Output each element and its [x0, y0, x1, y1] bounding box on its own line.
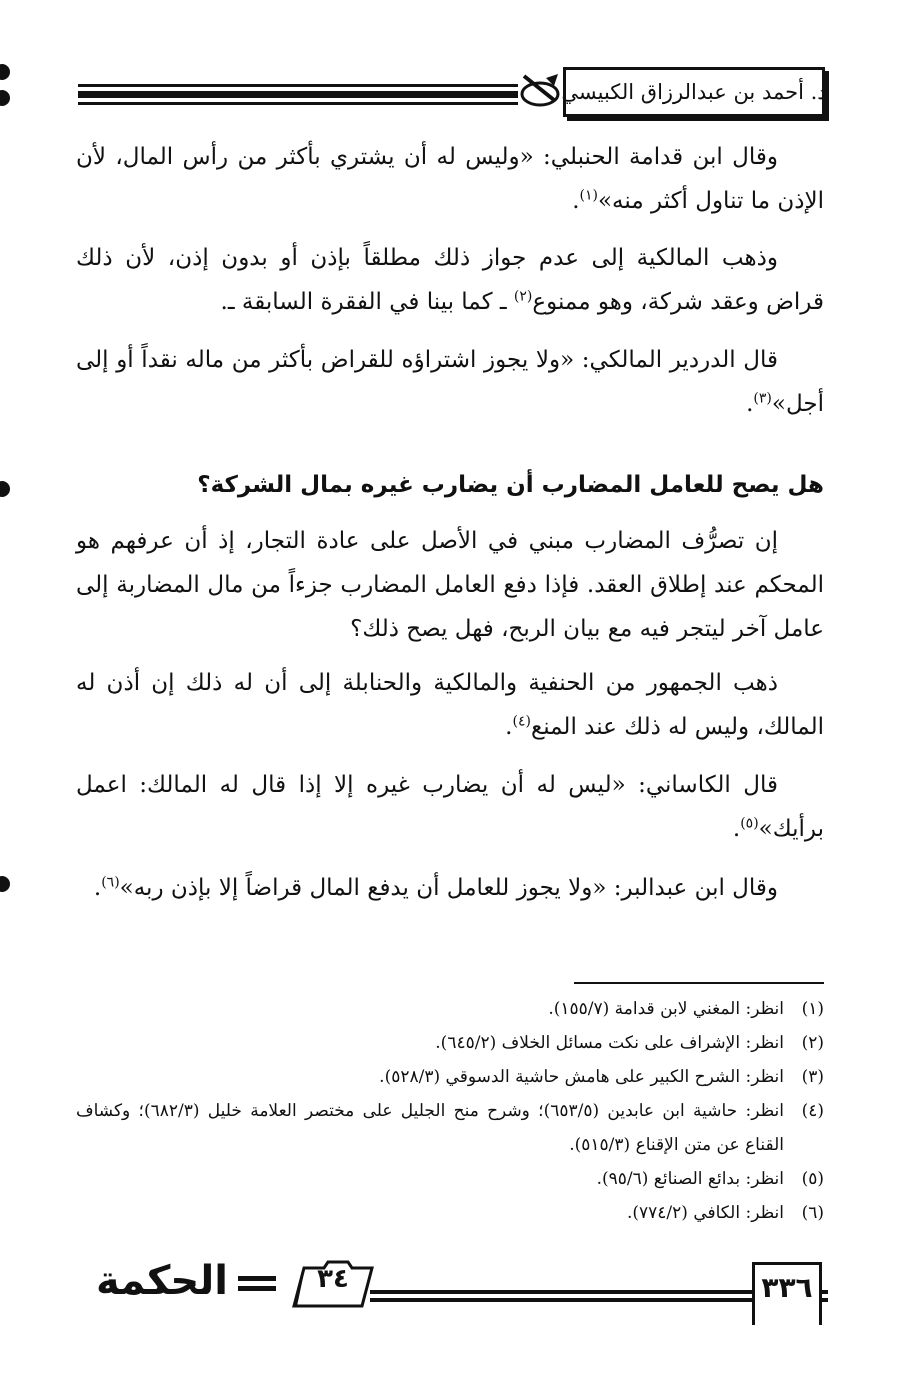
footnote: [76, 1196, 824, 1230]
paragraph-tail: .: [746, 391, 754, 417]
footnote-text: انظر: بدائع الصنائع (٩٥/٦).: [596, 1169, 784, 1189]
page-number: ٣٣٦: [761, 1271, 813, 1304]
page-number-box: [752, 1262, 822, 1325]
footnote-list: [76, 992, 824, 1230]
pen-icon: [518, 70, 562, 110]
header-author: د. أحمد بن عبدالرزاق الكبيسي: [561, 80, 827, 104]
footnote-number: (٤): [801, 1101, 824, 1121]
footnote-ref: (٦): [101, 874, 120, 891]
footnote-number: (٦): [801, 1203, 824, 1223]
footnote-ref: (٤): [512, 713, 531, 730]
paragraph-text: إن تصرُّف المضارب مبني في الأصل على عادة التجار، إذ أن عرفهم هو المحكم عند إطلاق العقد. فإذا دفع العامل المضارب جزءاً من مال المضاربة إلى عامل آخر ليتجر فيه مع بيان الربح، فهل يصح ذلك؟: [76, 528, 824, 642]
footer-rule: [370, 1298, 752, 1302]
footnote-text: انظر: المغني لابن قدامة (١٥٥/٧).: [548, 999, 784, 1019]
footnote-ref: (٥): [740, 815, 759, 832]
paragraph: [76, 763, 824, 851]
footnote-number: (١): [801, 999, 824, 1019]
footnote: [76, 1026, 824, 1060]
paragraph-tail: .: [505, 714, 513, 740]
footnote: [76, 1162, 824, 1196]
paragraph-text: قال الكاساني: «ليس له أن يضارب غيره إلا إذا قال له المالك: اعمل برأيك»: [76, 772, 824, 842]
binding-dot: [0, 876, 10, 892]
binding-dot: [0, 64, 10, 80]
footnote-text: انظر: حاشية ابن عابدين (٦٥٣/٥)؛ وشرح منح الجليل على مختصر العلامة خليل (٦٨٢/٣)؛ وكشاف القناع عن متن الإقناع (٥١٥/٣).: [76, 1101, 784, 1155]
header-author-box: [563, 67, 825, 117]
footnote-number: (٢): [801, 1033, 824, 1053]
header-rule: [78, 82, 518, 108]
footnote: [76, 1060, 824, 1094]
footnote-number: (٥): [801, 1169, 824, 1189]
paragraph-text: وقال ابن عبدالبر: «ولا يجوز للعامل أن يدفع المال قراضاً إلا بإذن ربه»: [119, 875, 778, 901]
footer-rule: [370, 1290, 752, 1294]
footnote-separator: [574, 982, 824, 984]
footnote-text: انظر: الشرح الكبير على هامش حاشية الدسوقي (٥٢٨/٣).: [379, 1067, 784, 1087]
paragraph-text: وذهب المالكية إلى عدم جواز ذلك مطلقاً بإذن أو بدون إذن، لأن ذلك قراض وعقد شركة، وهو ممنوع: [76, 245, 824, 315]
section-heading: هل يصح للعامل المضارب أن يضارب غيره بمال الشركة؟: [197, 472, 824, 498]
footer-equals: [238, 1276, 276, 1292]
footnote-ref: (٢): [513, 288, 533, 305]
binding-dot: [0, 481, 10, 497]
footnote-ref: (٣): [753, 390, 772, 407]
footnote-text: انظر: الإشراف على نكت مسائل الخلاف (٦٤٥/٢).: [435, 1033, 784, 1053]
paragraph: [76, 661, 824, 749]
paragraph-text: ذهب الجمهور من الحنفية والمالكية والحنابلة إلى أن له ذلك إن أذن له المالك، وليس له ذلك عند المنع: [76, 670, 824, 740]
paragraph-text: قال الدردير المالكي: «ولا يجوز اشتراؤه للقراض بأكثر من ماله نقداً أو إلى أجل»: [76, 347, 824, 417]
paragraph: [76, 236, 824, 324]
journal-logo: الحكمة: [96, 1258, 228, 1304]
paragraph: [76, 135, 824, 223]
paragraph-tail: .: [93, 875, 102, 901]
paragraph: [76, 866, 824, 910]
paragraph: [76, 338, 824, 426]
issue-number: ٣٤: [317, 1264, 349, 1294]
footnote-text: انظر: الكافي (٧٧٤/٢).: [626, 1203, 784, 1223]
footnote: [76, 1094, 824, 1162]
binding-dot: [0, 90, 10, 106]
footnote: [76, 992, 824, 1026]
paragraph-tail: .: [732, 816, 741, 842]
paragraph: [76, 519, 824, 651]
paragraph-tail: .: [572, 188, 580, 214]
footnote-number: (٣): [801, 1067, 824, 1087]
footnote-ref: (١): [579, 187, 598, 204]
paragraph-text: وقال ابن قدامة الحنبلي: «وليس له أن يشتري بأكثر من رأس المال، لأن الإذن ما تناول أكثر منه»: [76, 144, 824, 214]
paragraph-tail: ـ كما بينا في الفقرة السابقة ـ.: [220, 289, 514, 315]
